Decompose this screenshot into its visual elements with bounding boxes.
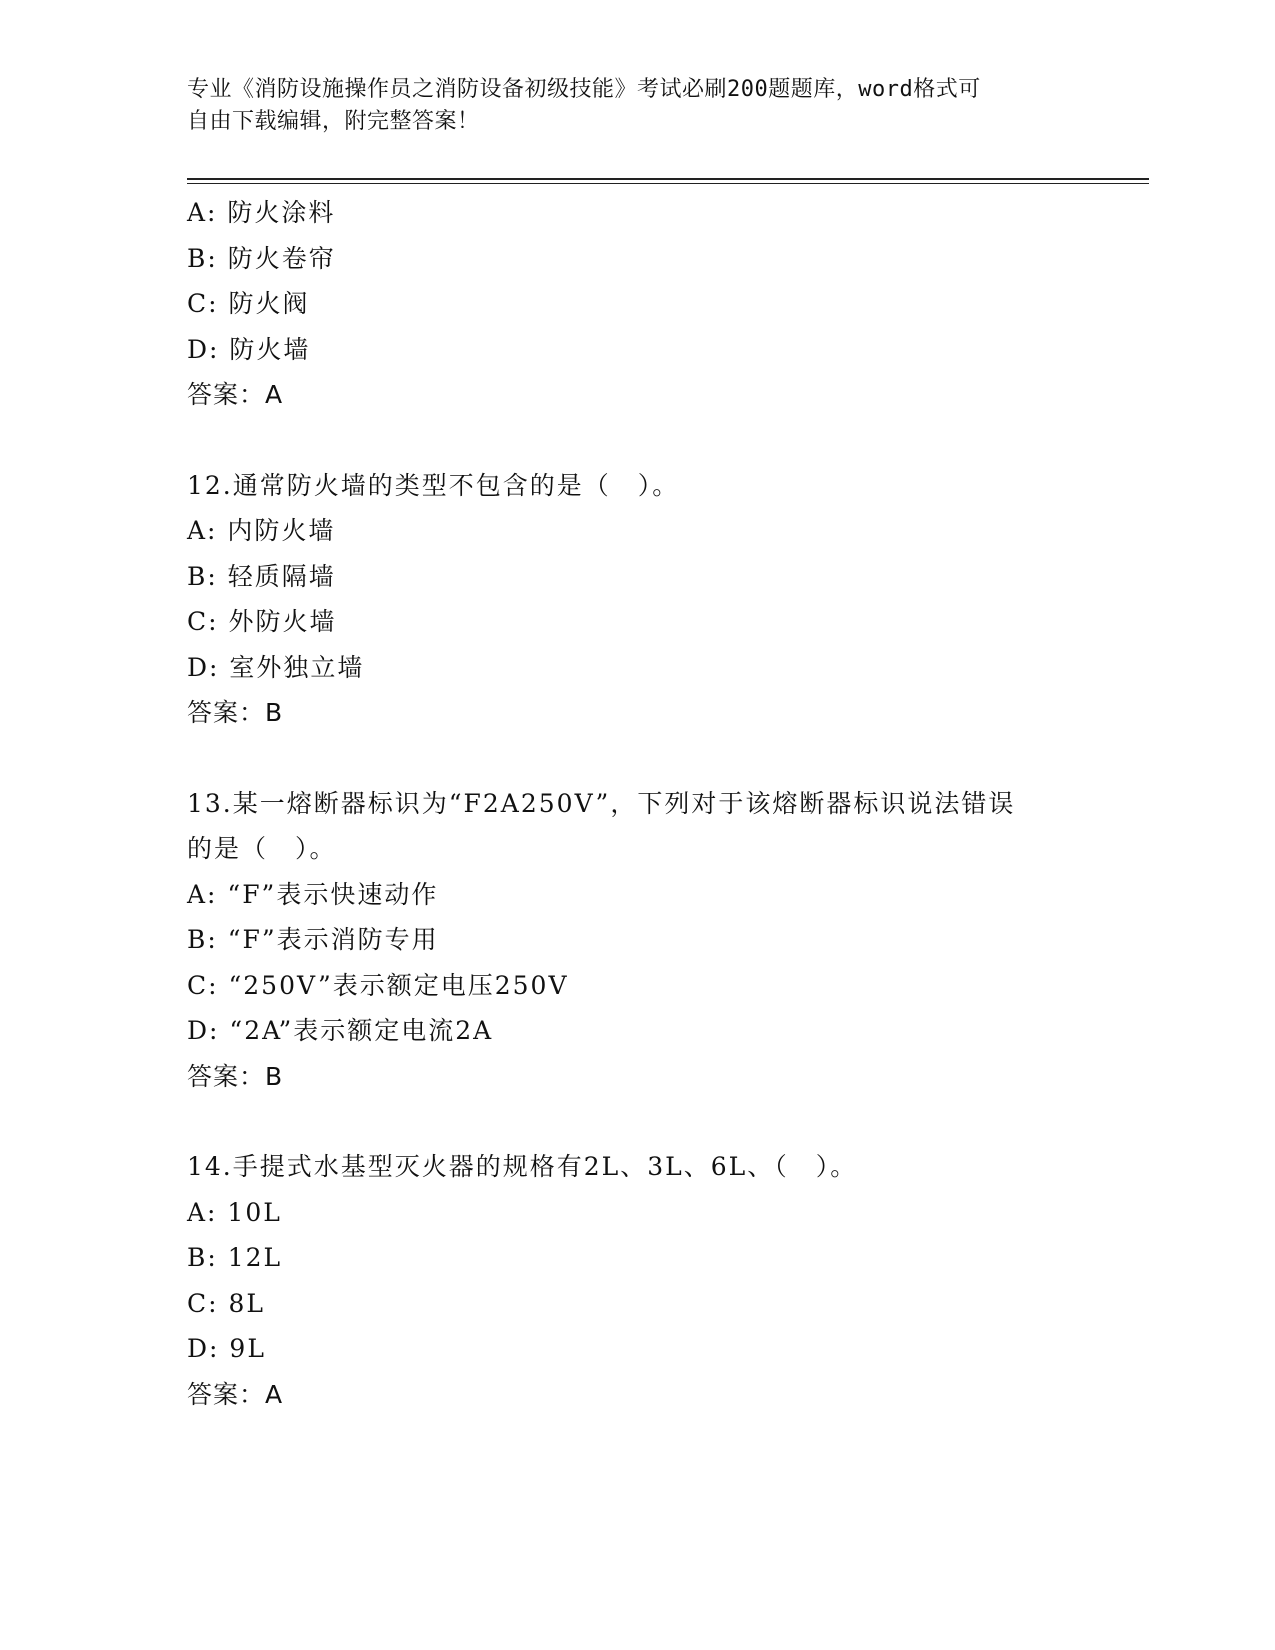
- option-d: D: 室外独立墙: [187, 652, 365, 682]
- option-b: B: 轻质隔墙: [187, 561, 336, 591]
- header-rule-thick: [187, 178, 1149, 180]
- option-a: A: 10L: [187, 1197, 282, 1227]
- option-c: C: 防火阀: [187, 289, 310, 318]
- question-list: [187, 190, 1087, 1417]
- question-stem-line-1: 13.某一熔断器标识为“F2A250V”，下列对于该熔断器标识说法错误: [187, 788, 1016, 818]
- question-11: [187, 190, 1087, 418]
- answer: 答案：A: [187, 1379, 284, 1409]
- answer: 答案：B: [187, 698, 284, 727]
- option-a: A: 防火涂料: [187, 198, 336, 227]
- header-rule-thin: [187, 183, 1149, 184]
- option-b: B: 12L: [187, 1243, 283, 1272]
- answer: 答案：A: [187, 380, 284, 409]
- option-c: C: 8L: [187, 1288, 266, 1318]
- option-d: D: 9L: [187, 1334, 266, 1363]
- answer: 答案：B: [187, 1061, 284, 1091]
- option-b: B: 防火卷帘: [187, 243, 336, 273]
- option-c: C: 外防火墙: [187, 607, 337, 636]
- question-stem: 14.手提式水基型灭火器的规格有2L、3L、6L、（ ）。: [187, 1152, 858, 1181]
- option-b: B: “F”表示消防专用: [187, 925, 439, 954]
- question-stem-line-2: 的是（ ）。: [187, 834, 337, 863]
- header-line-2: 自由下载编辑，附完整答案！: [187, 109, 480, 134]
- option-c: C: “250V”表示额定电压250V: [187, 970, 569, 1000]
- document-header: [187, 74, 1067, 138]
- question-13: [187, 781, 1087, 1100]
- option-a: A: 内防火墙: [187, 516, 336, 545]
- option-d: D: “2A”表示额定电流2A: [187, 1016, 494, 1045]
- header-line-1: 专业《消防设施操作员之消防设备初级技能》考试必刷200题题库，word格式可: [187, 77, 981, 102]
- question-14: [187, 1144, 1087, 1417]
- option-d: D: 防火墙: [187, 334, 311, 364]
- question-stem: 12.通常防火墙的类型不包含的是（ ）。: [187, 470, 680, 500]
- option-a: A: “F”表示快速动作: [187, 879, 439, 909]
- question-12: [187, 463, 1087, 736]
